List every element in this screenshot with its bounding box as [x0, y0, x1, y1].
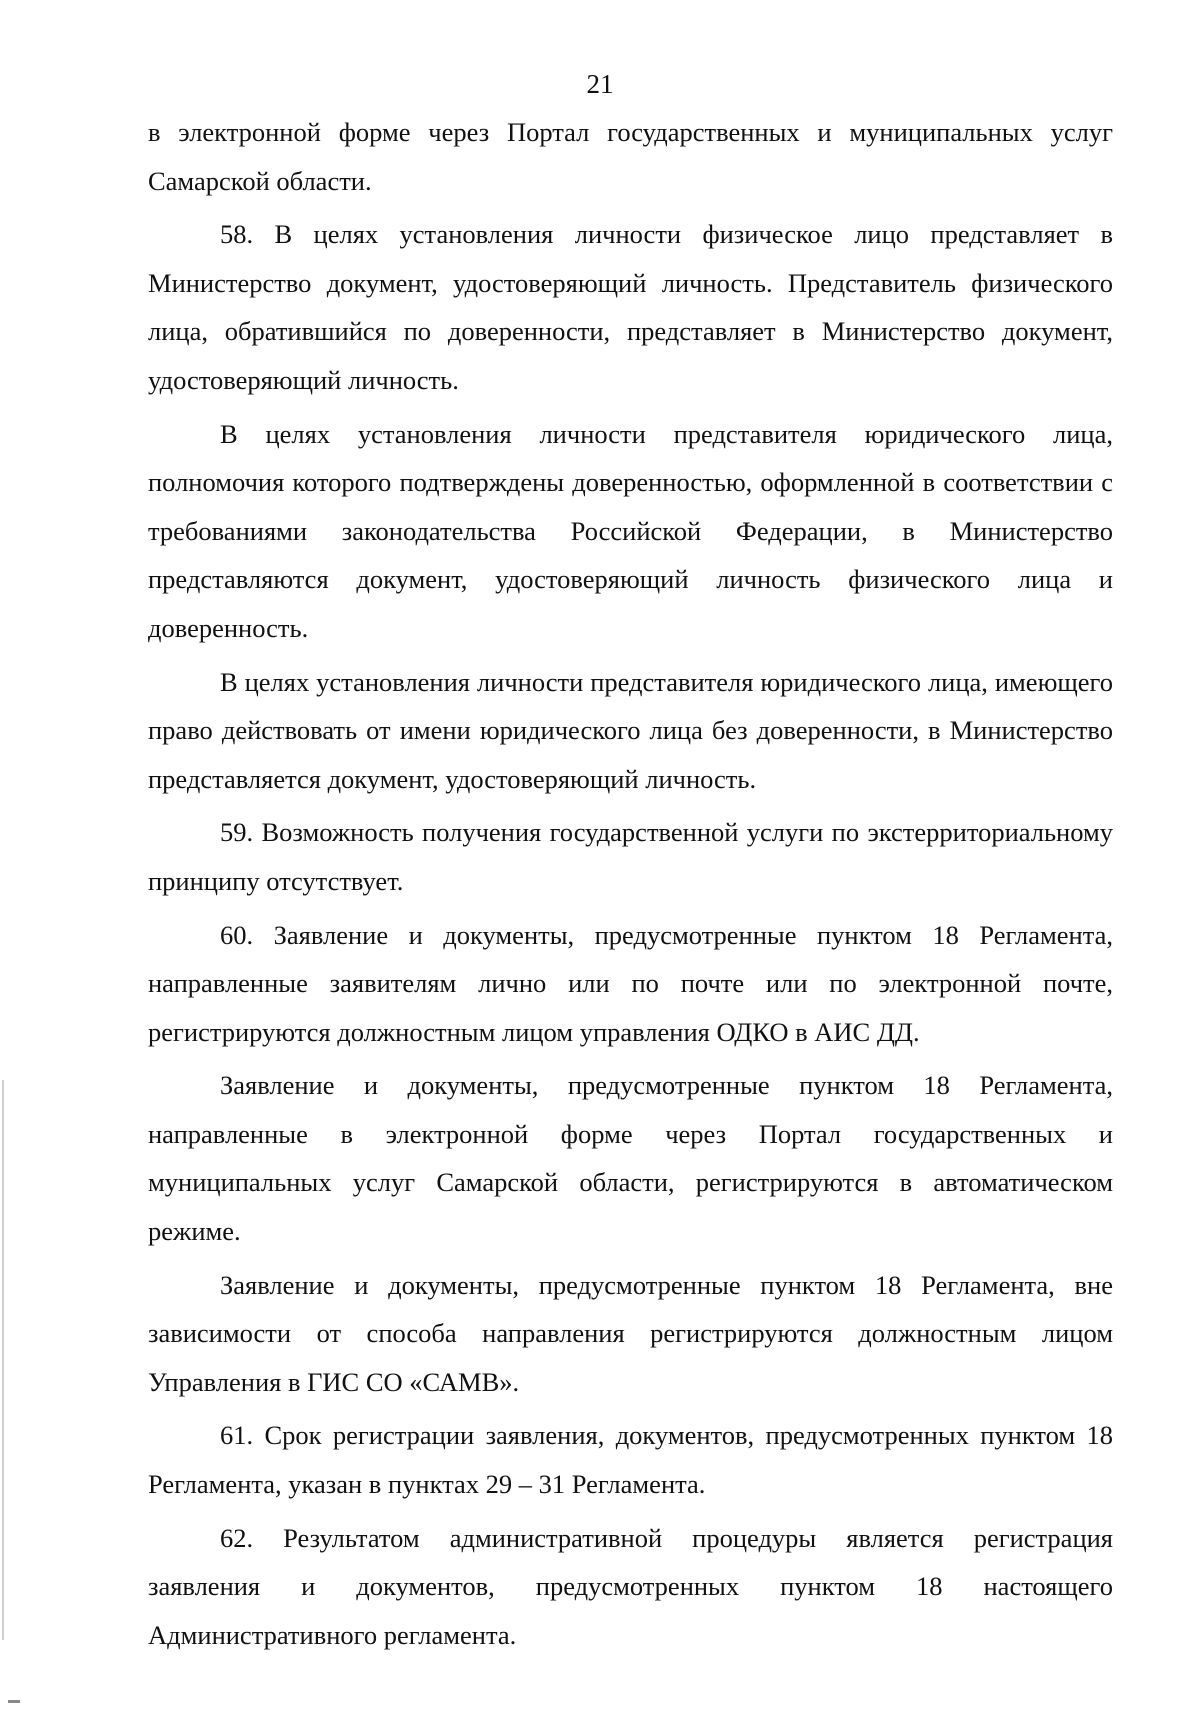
paragraph-60: 60. Заявление и документы, предусмотренные пунктом 18 Регламента, направленные заявителям лично или по почте или по электронной почте, регистрируются должностным лицом управления ОДКО в АИС ДД. [148, 919, 1113, 1047]
paragraph-62: 62. Результатом административной процедуры является регистрация заявления и документов, предусмотренных пунктом 18 настоящего Административного регламента. [148, 1522, 1113, 1650]
page-number: 21 [586, 69, 614, 99]
paragraph-60-electronic: Заявление и документы, предусмотренные пунктом 18 Регламента, направленные в электронной форме через Портал государственных и муниципальных услуг Самарской области, регистрируются в автоматическом режиме. [148, 1070, 1113, 1247]
paragraph-58: 58. В целях установления личности физическое лицо представляет в Министерство документ, удостоверяющий личность. Представитель физического лица, обратившийся по доверенности, представляет в Министерство документ, удостоверяющий личность. [148, 219, 1113, 395]
paragraph-60-registration: Заявление и документы, предусмотренные пунктом 18 Регламента, вне зависимости от способа направления регистрируются должностным лицом Управления в ГИС СО «САМВ». [148, 1269, 1113, 1397]
paragraph-continuation: в электронной форме через Портал государственных и муниципальных услуг Самарской области. [148, 117, 1113, 196]
paragraph-58-legal-entity-direct: В целях установления личности представителя юридического лица, имеющего право действовать от имени юридического лица без доверенности, в Министерство представляется документ, удостоверяющий личность. [148, 666, 1113, 794]
paragraph-59: 59. Возможность получения государственной услуги по экстерриториальному принципу отсутствует. [148, 817, 1113, 896]
paragraph-58-legal-entity-proxy: В целях установления личности представителя юридического лица, полномочия которого подтверждены доверенностью, оформленной в соответствии с требованиями законодательства Российской Федерации, в Министерство представляются документ, удостоверяющий личность физического лица и доверенность. [148, 418, 1113, 643]
scan-bottom-mark [8, 1700, 20, 1703]
document-body [148, 108, 1113, 1664]
scan-edge-line [2, 1080, 4, 1640]
paragraph-61: 61. Срок регистрации заявления, документов, предусмотренных пунктом 18 Регламента, указан в пунктах 29 – 31 Регламента. [148, 1420, 1113, 1500]
